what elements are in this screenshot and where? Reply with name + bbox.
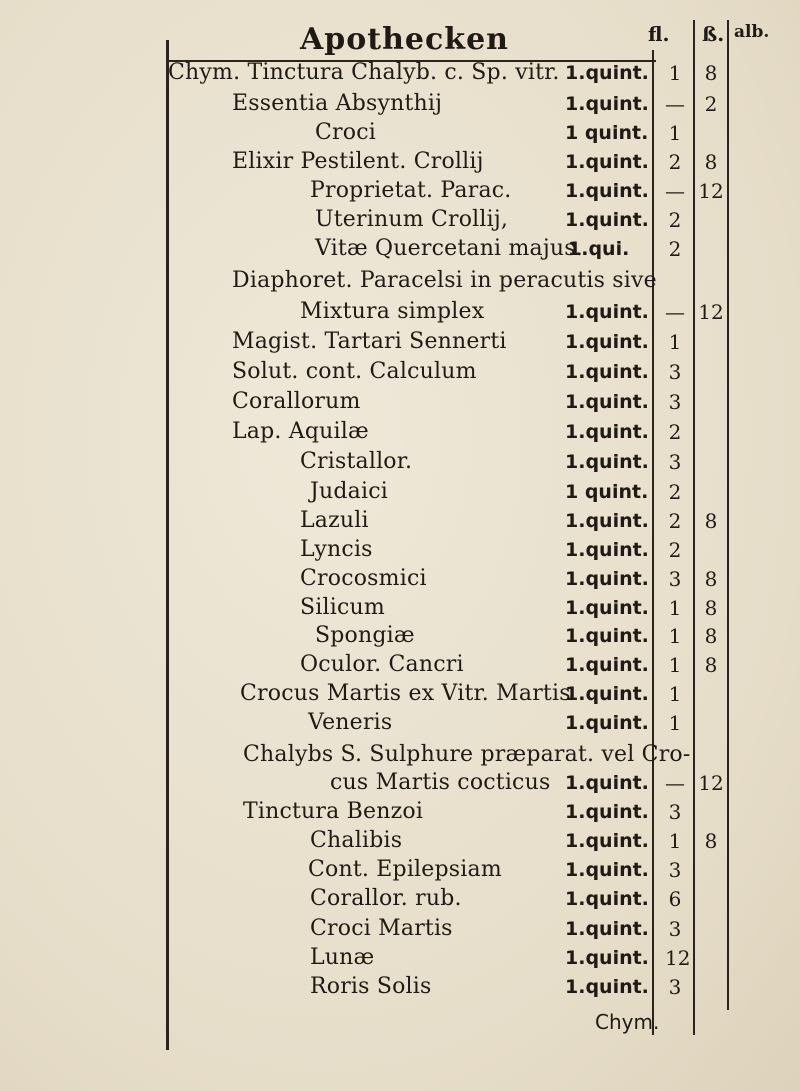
price-fl: 1 xyxy=(668,61,682,85)
item-quantity: 1.quint. xyxy=(565,539,649,561)
item-name: Mixtura simplex xyxy=(300,299,485,324)
list-item xyxy=(0,740,800,770)
item-quantity: 1.quint. xyxy=(565,568,649,590)
price-fl: 3 xyxy=(668,360,682,384)
item-quantity: 1.quint. xyxy=(565,391,649,413)
item-name: Elixir Pestilent. Crollij xyxy=(232,149,484,174)
list-item xyxy=(0,797,800,827)
list-item xyxy=(0,943,800,973)
item-quantity: 1.quint. xyxy=(565,859,649,881)
item-quantity: 1.quint. xyxy=(565,772,649,794)
item-quantity: 1.quint. xyxy=(565,209,649,231)
list-item xyxy=(0,564,800,594)
price-kr: 8 xyxy=(704,596,718,620)
list-item xyxy=(0,417,800,447)
item-name: Essentia Absynthij xyxy=(232,91,443,116)
list-item xyxy=(0,118,800,148)
price-kr: 8 xyxy=(704,624,718,648)
price-fl: 2 xyxy=(668,480,682,504)
price-kr: 12 xyxy=(698,771,724,795)
list-item xyxy=(0,297,800,327)
list-item xyxy=(0,58,800,88)
price-fl: — xyxy=(665,92,685,116)
item-name: Chalibis xyxy=(310,828,403,853)
item-name: Silicum xyxy=(300,595,385,620)
list-item xyxy=(0,176,800,206)
item-name: Lazuli xyxy=(300,508,369,533)
item-name: Croci xyxy=(315,120,376,145)
item-quantity: 1.quint. xyxy=(565,510,649,532)
list-item xyxy=(0,234,800,264)
price-fl: 3 xyxy=(668,567,682,591)
item-name: Lap. Aquilæ xyxy=(232,419,369,444)
item-quantity: 1.quint. xyxy=(565,301,649,323)
item-name: Corallor. rub. xyxy=(310,886,462,911)
list-item xyxy=(0,914,800,944)
price-fl: 6 xyxy=(668,887,682,911)
price-fl: 2 xyxy=(668,538,682,562)
price-fl: 3 xyxy=(668,390,682,414)
price-fl: 3 xyxy=(668,858,682,882)
item-quantity: 1.quint. xyxy=(565,93,649,115)
item-quantity: 1.quint. xyxy=(565,421,649,443)
price-fl: 1 xyxy=(668,829,682,853)
item-name: Cristallor. xyxy=(300,449,413,474)
price-fl: 1 xyxy=(668,121,682,145)
price-fl: 1 xyxy=(668,330,682,354)
item-quantity: 1.qui. xyxy=(568,238,630,260)
item-quantity: 1.quint. xyxy=(565,801,649,823)
list-item xyxy=(0,447,800,477)
list-item xyxy=(0,327,800,357)
item-name: Crocosmici xyxy=(300,566,427,591)
catchword: Chym. xyxy=(595,1010,660,1034)
price-kr: 8 xyxy=(704,509,718,533)
item-quantity: 1 quint. xyxy=(565,481,649,503)
list-item xyxy=(0,679,800,709)
price-kr: 12 xyxy=(698,179,724,203)
price-kr: 8 xyxy=(704,61,718,85)
list-item xyxy=(0,593,800,623)
list-item xyxy=(0,535,800,565)
price-fl: — xyxy=(665,179,685,203)
item-name: Roris Solis xyxy=(310,974,432,999)
price-fl: — xyxy=(665,300,685,324)
item-quantity: 1.quint. xyxy=(565,361,649,383)
price-fl: 2 xyxy=(668,208,682,232)
price-fl: 3 xyxy=(668,450,682,474)
item-name: Proprietat. Parac. xyxy=(310,178,512,203)
price-fl: 3 xyxy=(668,917,682,941)
price-fl: 1 xyxy=(668,596,682,620)
list-item xyxy=(0,506,800,536)
price-kr: 8 xyxy=(704,653,718,677)
item-quantity: 1.quint. xyxy=(565,918,649,940)
item-name: Lunæ xyxy=(310,945,375,970)
item-quantity: 1.quint. xyxy=(565,947,649,969)
column-head-alb: alb. xyxy=(734,22,770,42)
column-head-fl: fl. xyxy=(648,22,670,46)
item-name: Crocus Martis ex Vitr. Martis xyxy=(240,681,571,706)
item-quantity: 1.quint. xyxy=(565,151,649,173)
item-quantity: 1.quint. xyxy=(565,597,649,619)
price-fl: — xyxy=(665,771,685,795)
item-name: Croci Martis xyxy=(310,916,453,941)
list-item xyxy=(0,650,800,680)
item-quantity: 1.quint. xyxy=(565,180,649,202)
list-item xyxy=(0,972,800,1002)
item-name: Oculor. Cancri xyxy=(300,652,464,677)
item-quantity: 1.quint. xyxy=(565,830,649,852)
list-item xyxy=(0,266,800,296)
item-name: Judaici xyxy=(310,479,388,504)
item-name: Vitæ Quercetani majus. xyxy=(315,236,583,261)
item-name: Uterinum Crollij, xyxy=(315,207,509,232)
list-item xyxy=(0,89,800,119)
item-name: Solut. cont. Calculum xyxy=(232,359,477,384)
price-fl: 1 xyxy=(668,682,682,706)
price-kr: 12 xyxy=(698,300,724,324)
item-name: Diaphoret. Paracelsi in peracutis sive xyxy=(232,268,657,293)
item-quantity: 1.quint. xyxy=(565,625,649,647)
item-quantity: 1.quint. xyxy=(565,976,649,998)
item-name: Magist. Tartari Sennerti xyxy=(232,329,507,354)
price-fl: 12 xyxy=(665,946,691,970)
item-quantity: 1.quint. xyxy=(565,683,649,705)
item-name: Chalybs S. Sulphure præparat. vel Cro- xyxy=(243,742,691,767)
item-name: Tinctura Benzoi xyxy=(243,799,424,824)
list-item xyxy=(0,768,800,798)
item-name: Spongiæ xyxy=(315,623,415,648)
list-item xyxy=(0,621,800,651)
price-fl: 1 xyxy=(668,624,682,648)
list-item xyxy=(0,147,800,177)
page-title: Apothecken xyxy=(300,22,509,57)
item-quantity: 1 quint. xyxy=(565,122,649,144)
list-item xyxy=(0,357,800,387)
list-item xyxy=(0,884,800,914)
list-item xyxy=(0,477,800,507)
price-fl: 1 xyxy=(668,653,682,677)
item-name: Veneris xyxy=(308,710,393,735)
item-name: Chym. Tinctura Chalyb. c. Sp. vitr. xyxy=(168,60,560,85)
item-quantity: 1.quint. xyxy=(565,331,649,353)
price-kr: 2 xyxy=(704,92,718,116)
column-head-kr: ß. xyxy=(702,22,725,46)
price-kr: 8 xyxy=(704,567,718,591)
price-fl: 2 xyxy=(668,420,682,444)
price-fl: 2 xyxy=(668,150,682,174)
item-name: Cont. Epilepsiam xyxy=(308,857,502,882)
item-quantity: 1.quint. xyxy=(565,654,649,676)
price-fl: 3 xyxy=(668,975,682,999)
item-name: cus Martis cocticus xyxy=(330,770,551,795)
item-quantity: 1.quint. xyxy=(565,451,649,473)
price-kr: 8 xyxy=(704,150,718,174)
list-item xyxy=(0,826,800,856)
price-kr: 8 xyxy=(704,829,718,853)
list-item xyxy=(0,708,800,738)
item-quantity: 1.quint. xyxy=(565,712,649,734)
price-fl: 3 xyxy=(668,800,682,824)
item-quantity: 1.quint. xyxy=(565,888,649,910)
price-fl: 2 xyxy=(668,509,682,533)
list-item xyxy=(0,855,800,885)
item-quantity: 1.quint. xyxy=(565,62,649,84)
price-fl: 1 xyxy=(668,711,682,735)
list-item xyxy=(0,387,800,417)
item-name: Lyncis xyxy=(300,537,373,562)
price-fl: 2 xyxy=(668,237,682,261)
list-item xyxy=(0,205,800,235)
item-name: Corallorum xyxy=(232,389,361,414)
